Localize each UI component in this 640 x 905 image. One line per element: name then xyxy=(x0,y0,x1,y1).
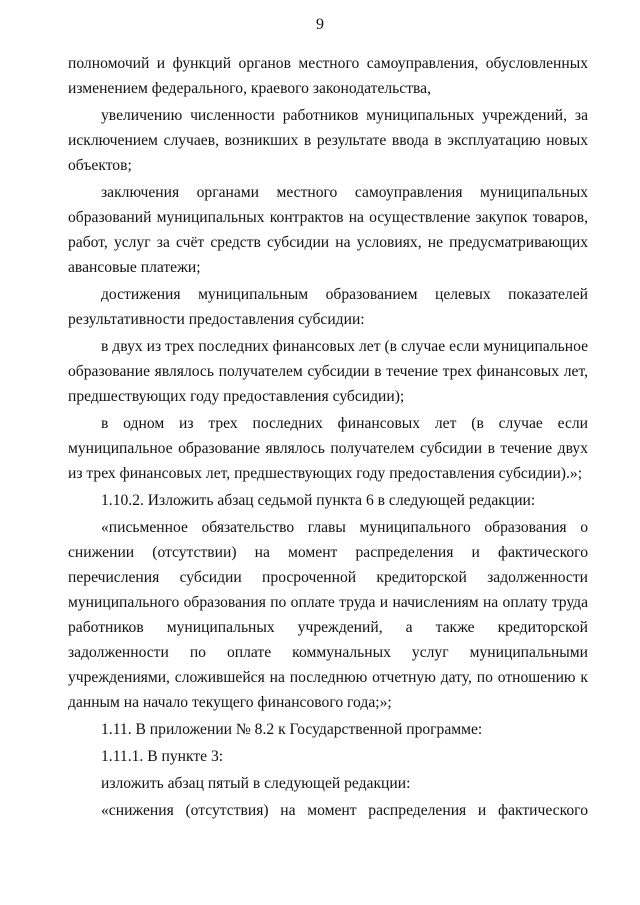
paragraph: заключения органами местного самоуправления муниципальных образований муниципальных контрактов на осуществление закупок товаров, работ, услуг за счёт средств субсидии на условиях, не предусматривающих авансовые платежи; xyxy=(68,184,588,276)
document-body xyxy=(68,51,588,825)
paragraph: 1.11. В приложении № 8.2 к Государственной программе: xyxy=(101,721,483,738)
paragraph: «снижения (отсутствия) на момент распределения и фактического xyxy=(101,802,588,819)
page-number: 9 xyxy=(316,16,324,33)
paragraph: достижения муниципальным образованием целевых показателей результативности предоставления субсидии: xyxy=(68,286,588,328)
paragraph: в одном из трех последних финансовых лет (в случае если муниципальное образование являлось получателем субсидии в течение двух из трех финансовых лет, предшествующих году предоставления субсидии).»; xyxy=(68,415,588,482)
paragraph: изложить абзац пятый в следующей редакции: xyxy=(101,775,411,792)
paragraph: увеличению численности работников муниципальных учреждений, за исключением случаев, возникших в результате ввода в эксплуатацию новых объектов; xyxy=(68,107,588,174)
paragraph: «письменное обязательство главы муниципального образования о снижении (отсутствии) на момент распределения и фактического перечисления субсидии просроченной кредиторской задолженности муниципального образования по оплате труда и начислениям на оплату труда работников муниципальных учреждений, а также кредиторской задолженности по оплате коммунальных услуг муниципальными учреждениями, сложившейся на последнюю отчетную дату, по отношению к данным на начало текущего финансового года;»; xyxy=(68,519,588,711)
paragraph: 1.11.1. В пункте 3: xyxy=(101,748,224,765)
paragraph: в двух из трех последних финансовых лет (в случае если муниципальное образование являлось получателем субсидии в течение трех финансовых лет, предшествующих году предоставления субсидии); xyxy=(68,338,588,405)
paragraph: полномочий и функций органов местного самоуправления, обусловленных изменением федерального, краевого законодательства, xyxy=(68,55,588,97)
paragraph: 1.10.2. Изложить абзац седьмой пункта 6 в следующей редакции: xyxy=(101,492,536,509)
